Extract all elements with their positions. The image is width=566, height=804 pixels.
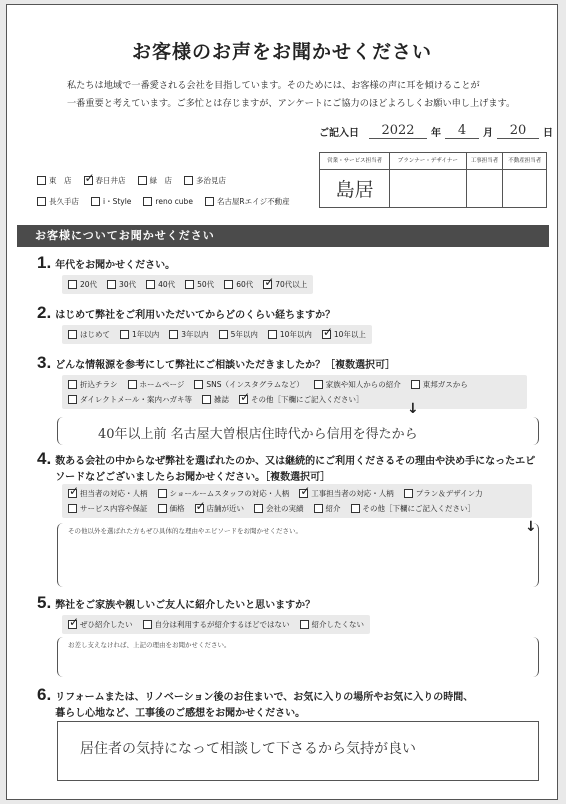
q3-option[interactable] [128,379,185,390]
option-label: 20代 [80,280,98,289]
option-label: 雑誌 [213,395,229,404]
question-number: 3. [37,353,52,372]
question-text [55,690,473,722]
staff-value-sales[interactable]: 島居 [320,170,390,208]
question-6 [37,685,537,722]
q3-option[interactable] [194,379,303,390]
store-option[interactable] [205,196,290,207]
option-label: 70代以上 [275,280,308,289]
option-label: 10年以上 [333,330,366,339]
option-label: 10年以内 [279,330,312,339]
q1-options [62,275,313,294]
store-label: 東 店 [49,176,72,185]
question-text-line-1: リフォームまたは、リノベーション後のお住まいで、お気に入りの場所やお気に入りの時間、 [55,692,474,703]
option-label: 担当者の対応・人柄 [80,489,148,498]
checkbox[interactable] [68,504,77,513]
question-text-line-2: 暮らし心地など、工事後のご感想をお聞かせください。 [55,708,306,719]
store-option[interactable] [37,196,79,207]
q5-option[interactable] [143,619,290,630]
arrow-down-icon: ↓ [525,519,537,535]
q2-option[interactable] [169,329,208,340]
store-selector [37,175,317,217]
q3-option[interactable] [411,379,468,390]
entry-date-day-unit: 日 [543,128,553,139]
store-row-1 [37,175,317,186]
question-number: 5. [37,593,52,612]
entry-date-year[interactable]: 2022 [369,123,427,139]
store-label: 多治見店 [196,176,226,185]
staff-value-construction[interactable] [466,170,503,208]
store-label: 緑 店 [149,176,172,185]
checkbox[interactable] [68,380,77,389]
q3-option[interactable] [68,394,192,405]
question-text: 弊社をご家族や親しいご友人に紹介したいと思いますか？ [55,600,316,611]
q6-answer-text: 居住者の気持になって相談して下さるから気持が良い [80,741,416,757]
option-label: 工事担当者の対応・人柄 [311,489,394,498]
q5-option[interactable] [300,619,365,630]
store-label: 長久手店 [49,197,79,206]
option-label: その他［下欄にご記入ください］ [250,395,364,404]
q5-option[interactable] [68,619,133,630]
checkbox[interactable] [184,176,193,185]
intro-text [67,77,537,113]
checkbox[interactable] [205,197,214,206]
q4-option[interactable] [195,503,245,514]
option-label: 家族や知人からの紹介 [325,380,401,389]
checkbox[interactable] [158,504,167,513]
entry-date-day[interactable]: 20 [497,123,539,139]
q4-hint: その他以外を選ばれた方もぜひ具体的な理由やエピソードをお聞かせください。 [68,527,302,535]
question-text: 年代をお聞かせください。 [55,260,176,271]
question-number: 1. [37,253,52,272]
q4-option[interactable] [404,488,483,499]
q3-option[interactable] [68,379,118,390]
checkbox[interactable] [68,620,77,629]
checkbox[interactable] [143,197,152,206]
store-label: 名古屋Rエイジ不動産 [216,197,290,206]
checkbox[interactable] [169,330,178,339]
q2-option[interactable] [68,329,110,340]
entry-date-month[interactable]: 4 [445,123,479,139]
checkbox[interactable] [194,380,203,389]
q4-answer-field[interactable] [57,523,539,587]
checkbox[interactable] [219,330,228,339]
checkbox[interactable] [143,620,152,629]
store-option[interactable] [91,196,131,207]
option-label: 店舗が近い [206,504,244,513]
option-label: 60代 [236,280,254,289]
question-4 [37,449,537,486]
option-label: 会社の実績 [266,504,304,513]
option-label: 3年以内 [181,330,209,339]
question-2 [37,303,547,324]
store-label: reno cube [155,197,193,206]
question-1 [37,253,547,274]
checkbox[interactable] [314,504,323,513]
option-label: 50代 [197,280,215,289]
intro-line-2: 一番重要と考えています。ご多忙とは存じますが、アンケートにご協力のほどよろしくお願い申し上げます。 [67,98,516,109]
q4-option[interactable] [314,503,341,514]
checkbox[interactable] [37,197,46,206]
q1-option[interactable] [263,279,307,290]
checkbox[interactable] [268,330,277,339]
checkbox[interactable] [68,489,77,498]
question-number: 6. [37,685,52,704]
checkbox[interactable] [91,197,100,206]
staff-value-planner[interactable] [390,170,466,208]
checkbox[interactable] [128,380,137,389]
page-title: お客様のお声をお聞かせください [131,41,432,63]
checkbox[interactable] [224,280,233,289]
checkbox[interactable] [404,489,413,498]
staff-header-construction: 工事担当者 [466,153,503,170]
section-header: お客様についてお聞かせください [17,225,549,247]
checkbox[interactable] [37,176,46,185]
arrow-down-icon: ↓ [407,401,419,417]
q2-option[interactable] [219,329,258,340]
option-label: ぜひ紹介したい [80,620,133,629]
q4-option[interactable] [351,503,476,514]
entry-date-year-unit: 年 [431,128,441,139]
checkbox[interactable] [322,330,331,339]
q3-option[interactable] [239,394,364,405]
entry-date [319,123,553,139]
store-row-2 [37,196,317,207]
checkbox[interactable] [351,504,360,513]
q1-option[interactable] [107,279,136,290]
option-label: ダイレクトメール・案内ハガキ等 [80,395,192,404]
q2-options [62,325,372,344]
option-label: サービス内容や保証 [80,504,148,513]
option-label: 紹介したくない [311,620,364,629]
q4-option[interactable] [158,488,290,499]
question-number: 4. [37,449,52,468]
staff-header-planner: プランナー・デザイナー [390,153,466,170]
q5-options [62,615,370,634]
q3-answer-text: 40年以上前 名古屋大曽根店住時代から信用を得たから [98,427,418,442]
store-option[interactable] [143,196,193,207]
checkbox[interactable] [120,330,129,339]
checkbox[interactable] [84,176,93,185]
store-label: 春日井店 [95,176,126,185]
option-label: SNS（インスタグラムなど） [206,380,304,389]
q1-option[interactable] [146,279,175,290]
option-label: 自分は利用するが紹介するほどではない [154,620,290,629]
staff-value-realestate[interactable] [503,170,547,208]
q5-answer-field[interactable] [57,637,539,677]
q6-answer-field[interactable] [57,721,539,781]
intro-line-1: 私たちは地域で一番愛される会社を目指しています。そのためには、お客様の声に耳を傾けることが [67,80,480,91]
q4-option[interactable] [254,503,304,514]
q5-hint: お差し支えなければ、上記の理由をお聞かせください。 [68,641,231,649]
option-label: プラン＆デザイン力 [415,489,483,498]
question-3 [37,353,547,374]
checkbox[interactable] [107,280,116,289]
checkbox[interactable] [68,395,77,404]
q2-option[interactable] [268,329,312,340]
store-option[interactable] [84,175,126,186]
checkbox[interactable] [68,280,77,289]
q2-option[interactable] [322,329,366,340]
question-text: 数ある会社の中からなぜ弊社を選ばれたのか、又は継続的にご利用くださるその理由や決め手になったエピソードなどございましたらお聞かせください。［複数選択可］ [55,456,536,483]
q1-option[interactable] [224,279,253,290]
store-option[interactable] [184,175,226,186]
checkbox[interactable] [138,176,147,185]
option-label: 価格 [169,504,185,513]
checkbox[interactable] [185,280,194,289]
checkbox[interactable] [195,504,204,513]
checkbox[interactable] [300,620,309,629]
entry-date-label: ご記入日 [319,128,359,139]
checkbox[interactable] [263,280,272,289]
checkbox[interactable] [254,504,263,513]
option-label: ホームページ [139,380,185,389]
option-label: ショールームスタッフの対応・人柄 [169,489,290,498]
q3-option[interactable] [314,379,401,390]
checkbox[interactable] [146,280,155,289]
survey-sheet [6,4,558,800]
option-label: 東邦ガスから [422,380,468,389]
staff-header-realestate: 不動産担当者 [503,153,547,170]
question-number: 2. [37,303,52,322]
store-label: i・Style [103,197,132,206]
option-label: 紹介 [325,504,341,513]
q2-option[interactable] [120,329,159,340]
option-label: 1年以内 [132,330,160,339]
q4-option[interactable] [158,503,185,514]
q4-option[interactable] [68,503,148,514]
question-text: はじめて弊社をご利用いただいてからどのくらい経ちますか？ [55,310,336,321]
q3-options [62,375,527,409]
checkbox[interactable] [299,489,308,498]
checkbox[interactable] [68,330,77,339]
q1-option[interactable] [68,279,97,290]
checkbox[interactable] [239,395,248,404]
store-option[interactable] [138,175,173,186]
staff-header-sales: 営業・サービス担当者 [320,153,390,170]
q4-option[interactable] [299,488,394,499]
option-label: 40代 [158,280,176,289]
q4-options [62,484,532,518]
option-label: 折込チラシ [80,380,118,389]
entry-date-month-unit: 月 [483,128,493,139]
q1-option[interactable] [185,279,214,290]
option-label: その他［下欄にご記入ください］ [362,504,475,513]
option-label: 30代 [119,280,137,289]
question-text: どんな情報源を参考にして弊社にご相談いただきましたか？［複数選択可］ [55,360,396,371]
q3-answer-field[interactable] [57,417,539,445]
store-option[interactable] [37,175,72,186]
checkbox[interactable] [411,380,420,389]
question-5 [37,593,547,614]
q4-option[interactable] [68,488,148,499]
checkbox[interactable] [314,380,323,389]
staff-table [319,152,547,208]
checkbox[interactable] [158,489,167,498]
option-label: はじめて [80,330,110,339]
checkbox[interactable] [202,395,211,404]
option-label: 5年以内 [230,330,258,339]
q3-option[interactable] [202,394,229,405]
